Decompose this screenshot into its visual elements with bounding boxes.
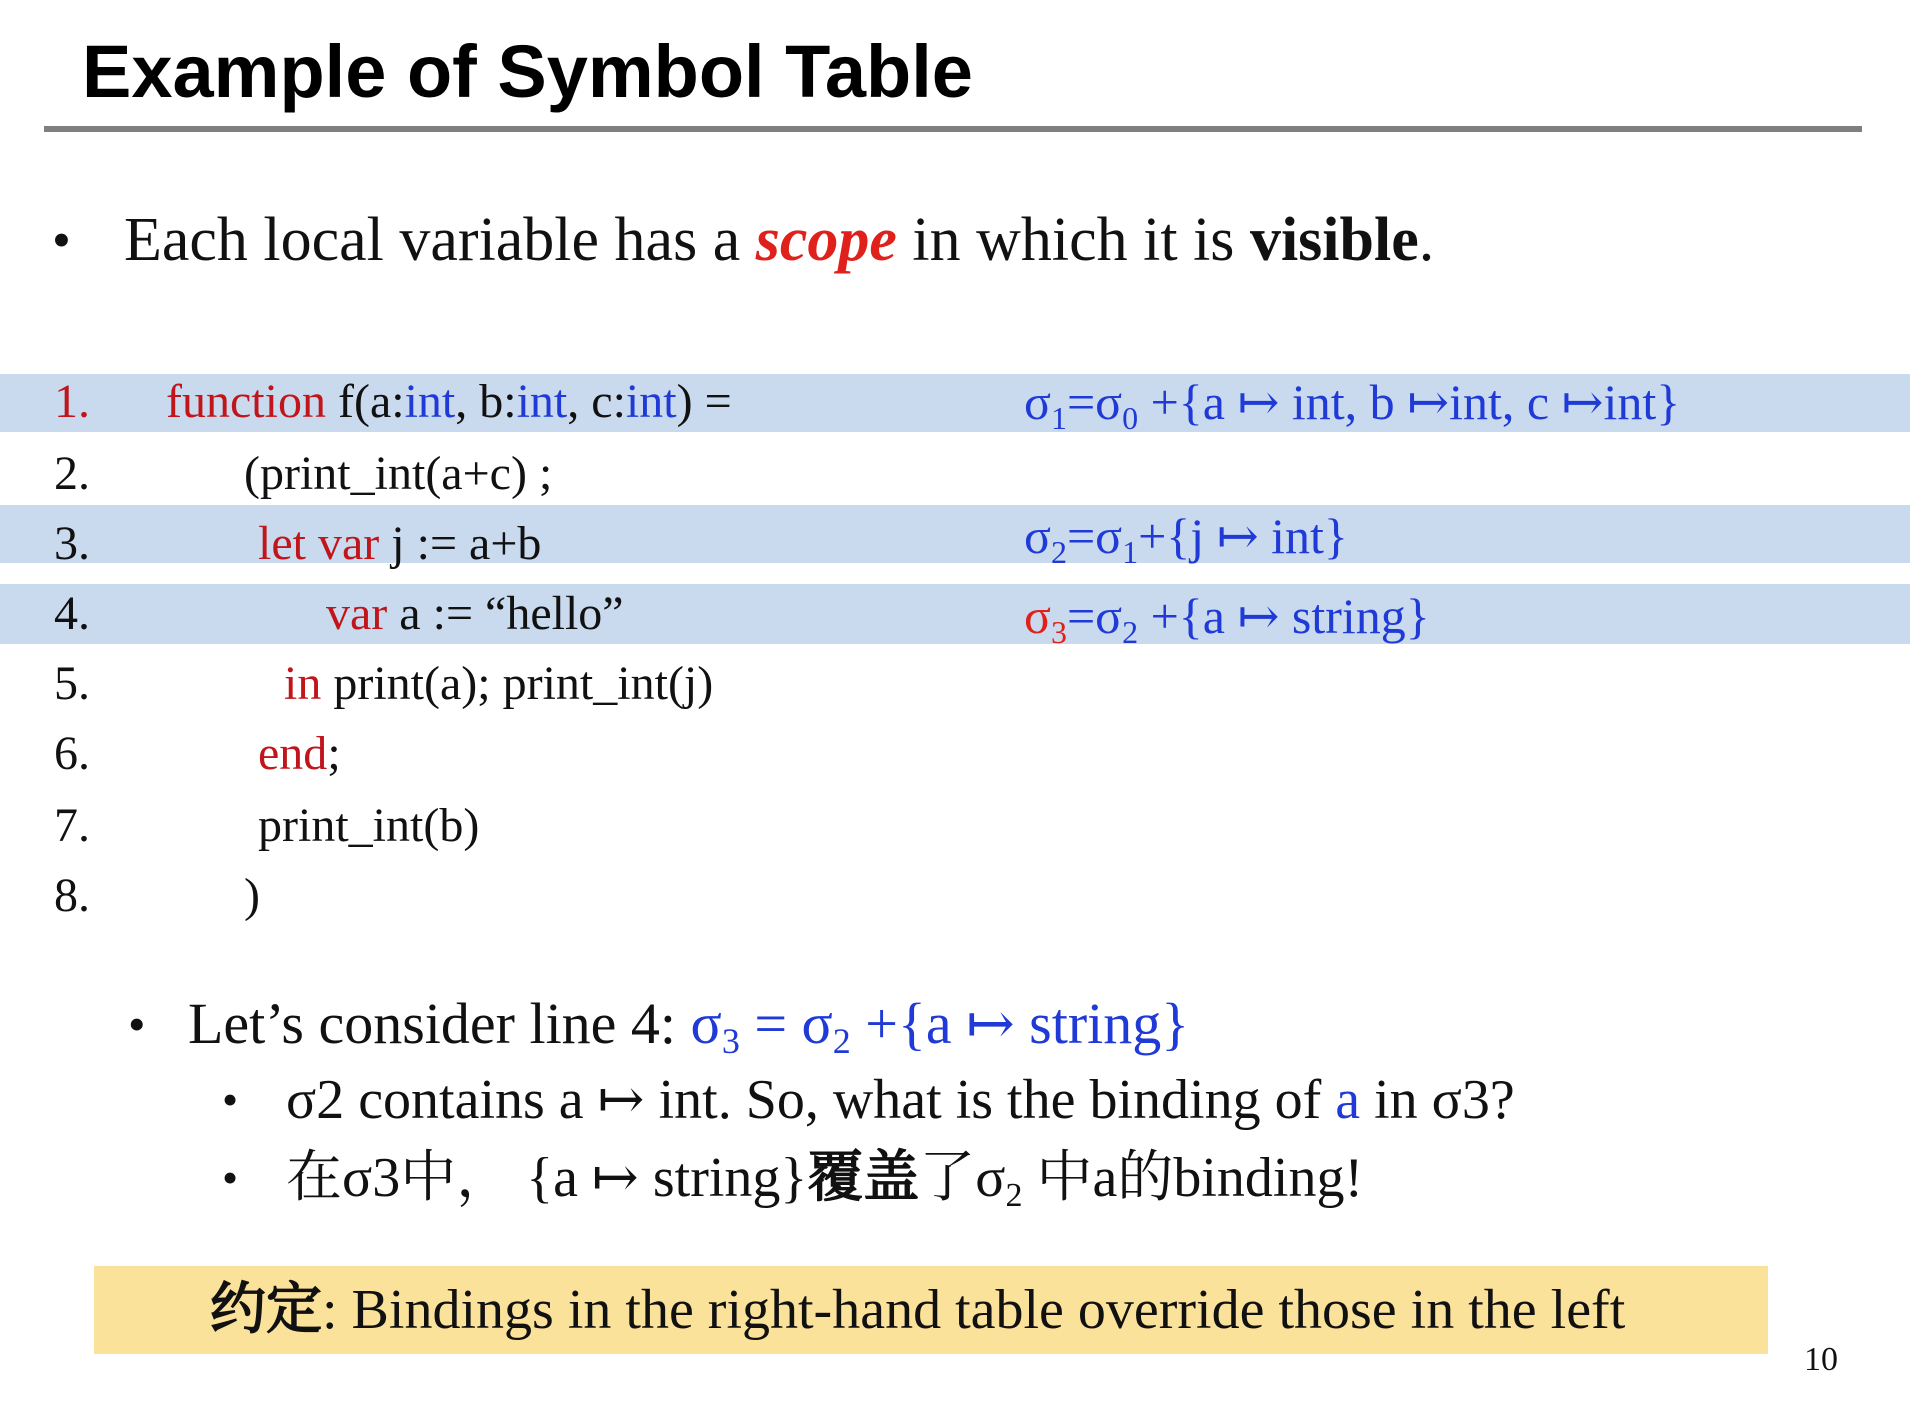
subscript: 0: [1122, 400, 1139, 436]
subscript: 2: [1050, 534, 1067, 570]
highlight-band-line4: [0, 584, 1910, 644]
code-text: ) =: [676, 375, 732, 428]
code-text: , c:: [567, 375, 626, 428]
line-number: 3.: [54, 517, 90, 570]
sigma-symbol: σ: [690, 991, 722, 1056]
bullet-dot: •: [222, 1074, 239, 1125]
text-pre: 在σ3中， {a ↦ string}: [286, 1147, 808, 1209]
title-divider: [44, 126, 1862, 132]
text-pre: Each local variable has a: [124, 206, 756, 274]
keyword: end: [258, 727, 328, 780]
line-number: 6.: [54, 727, 90, 780]
text-post: 中a的binding!: [1022, 1147, 1364, 1209]
sigma-1-annotation: [1024, 372, 1680, 448]
line-number: 8.: [54, 869, 90, 922]
convention-note-text: [210, 1272, 1625, 1348]
text-mid: 了σ: [919, 1147, 1006, 1209]
code-line-4: [326, 584, 624, 644]
line-number: 7.: [54, 799, 90, 852]
bullet-text: [124, 200, 1434, 280]
code-text: print(a); print_int(j): [321, 657, 714, 710]
sigma-symbol: σ: [1024, 588, 1051, 644]
code-line-7: print_int(b): [258, 799, 480, 852]
code-text: a := “hello”: [387, 587, 624, 640]
sigma-eq: = σ: [739, 991, 833, 1056]
subscript: 1: [1122, 534, 1139, 570]
page-title: Example of Symbol Table: [82, 30, 973, 113]
subscript: 3: [1050, 614, 1067, 650]
code-text: ;: [327, 727, 341, 780]
text-pre: σ2 contains a ↦ int. So, what is the binding of: [286, 1069, 1336, 1131]
text-post: .: [1418, 206, 1435, 274]
text-pre: Let’s consider line 4:: [188, 991, 691, 1056]
keyword: in: [284, 657, 322, 710]
visible-emphasis: visible: [1249, 206, 1419, 274]
subscript: 3: [721, 1021, 740, 1061]
sigma-rest: +{a ↦ string}: [1138, 588, 1430, 644]
bullet-text: [286, 1140, 1363, 1234]
type: int: [625, 375, 677, 428]
sigma-3-annotation: [1024, 586, 1430, 662]
sigma-rest: +{a ↦ int, b ↦int, c ↦int}: [1138, 374, 1681, 430]
bullet-dot: •: [222, 1152, 239, 1203]
bullet-text: [286, 1062, 1515, 1138]
text-mid: in which it is: [896, 206, 1250, 274]
sigma-symbol: σ: [1024, 374, 1051, 430]
type: int: [404, 375, 456, 428]
scope-emphasis: scope: [755, 206, 897, 274]
code-text: , b:: [455, 375, 517, 428]
type: int: [516, 375, 568, 428]
line-number: 5.: [54, 657, 90, 710]
code-line-2: (print_int(a+c) ;: [244, 447, 553, 500]
code-line-8: ): [244, 869, 260, 922]
subscript: 2: [832, 1021, 851, 1061]
code-line-3: [258, 514, 541, 574]
text-post: in σ3?: [1360, 1069, 1515, 1131]
sigma-expression: [690, 991, 1190, 1061]
code-line-5: [284, 654, 713, 714]
line-number: 4.: [54, 587, 90, 640]
line-number: 1.: [54, 375, 90, 428]
code-text: j := a+b: [379, 517, 542, 570]
bullet-dot: •: [52, 210, 71, 270]
code-text: f(a:: [325, 375, 405, 428]
subscript: 1: [1050, 400, 1067, 436]
sigma-2-annotation: [1024, 506, 1348, 582]
keyword: function: [166, 375, 326, 428]
note-label: 约定: [210, 1279, 322, 1341]
keyword: let: [258, 517, 306, 570]
line-number: 2.: [54, 447, 90, 500]
code-line-1: [166, 372, 732, 432]
keyword: var: [305, 517, 380, 570]
keyword: var: [326, 587, 388, 640]
sigma-eq: =σ: [1066, 374, 1123, 430]
sigma-symbol: σ: [1024, 508, 1051, 564]
subscript: 2: [1122, 614, 1139, 650]
sigma-rest: +{j ↦ int}: [1138, 508, 1348, 564]
sigma-eq: =σ: [1066, 588, 1123, 644]
sigma-eq: =σ: [1066, 508, 1123, 564]
note-body: : Bindings in the right-hand table override those in the left: [322, 1279, 1626, 1341]
page-number: 10: [1804, 1341, 1838, 1378]
subscript: 2: [1005, 1177, 1023, 1214]
override-emphasis: 覆盖: [807, 1147, 920, 1209]
code-line-6: [258, 724, 341, 784]
variable-a: a: [1335, 1069, 1361, 1131]
bullet-dot: •: [128, 996, 146, 1052]
sigma-rest: +{a ↦ string}: [850, 991, 1190, 1056]
